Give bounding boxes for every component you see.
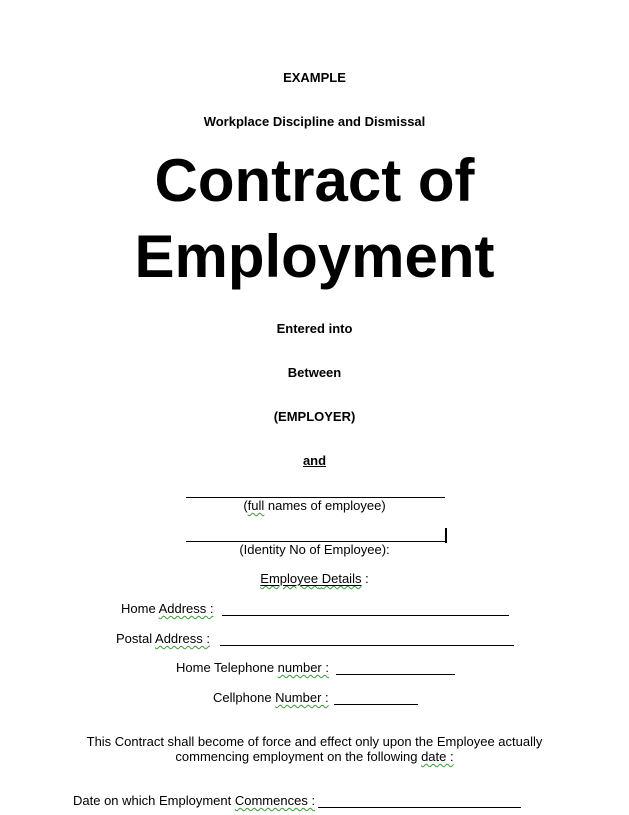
commencement-date-blank[interactable] [318, 807, 521, 808]
commencement-date-label: Date on which Employment Commences : [73, 793, 316, 808]
entered-into-label: Entered into [276, 321, 353, 336]
title-line-2: Employment [134, 223, 495, 290]
postal-address-label: Postal Address : [116, 631, 210, 646]
employer-label: (EMPLOYER) [273, 409, 356, 424]
home-address-blank[interactable] [222, 615, 509, 616]
cellphone-label: Cellphone Number : [213, 690, 329, 705]
postal-address-blank[interactable] [220, 645, 514, 646]
home-telephone-label: Home Telephone number : [176, 660, 329, 675]
title-line-1: Contract of [154, 147, 475, 214]
employee-details-heading: Employee Details : [260, 571, 369, 586]
home-address-label: Home Address : [121, 601, 214, 616]
identity-caption: (Identity No of Employee): [239, 542, 390, 557]
contract-paragraph-line-2: commencing employment on the following date : [175, 749, 454, 764]
text-cursor [445, 528, 447, 543]
home-telephone-blank[interactable] [336, 674, 455, 675]
between-label: Between [287, 365, 342, 380]
contract-paragraph-line-1: This Contract shall become of force and effect only upon the Employee actually [86, 734, 543, 749]
cellphone-blank[interactable] [334, 704, 418, 705]
full-names-caption: (full names of employee) [243, 498, 386, 513]
and-label: and [302, 453, 327, 468]
example-label: EXAMPLE [283, 70, 346, 85]
document-subtitle: Workplace Discipline and Dismissal [203, 114, 426, 129]
